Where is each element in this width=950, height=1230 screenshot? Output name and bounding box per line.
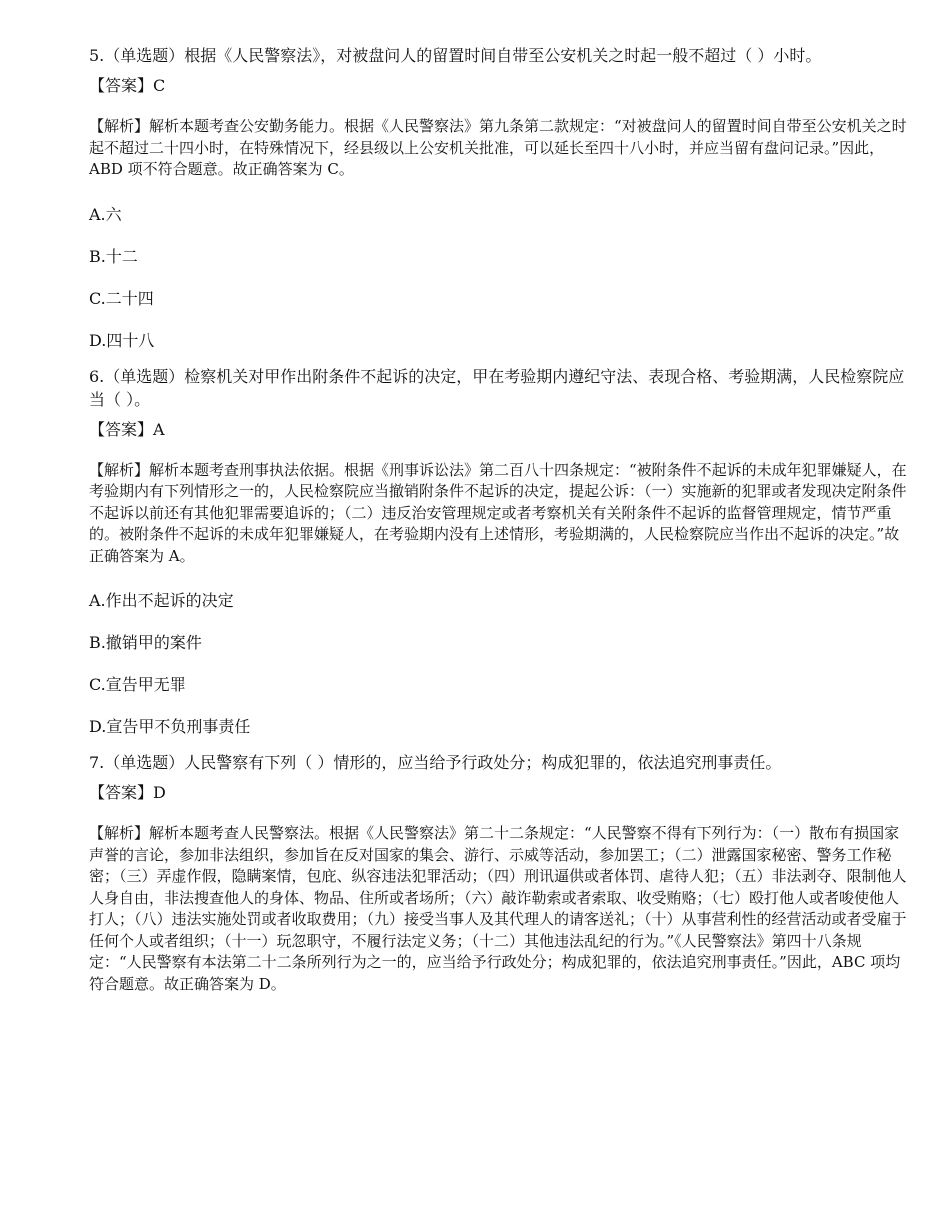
option-b: B.撤销甲的案件 <box>89 633 202 652</box>
answer-line: 【答案】C <box>89 76 166 95</box>
question-stem: 7.（单选题）人民警察有下列（ ）情形的，应当给予行政处分；构成犯罪的，依法追究刑事责任。 <box>89 753 782 772</box>
option-d: D.四十八 <box>89 330 155 350</box>
option-list <box>89 203 910 352</box>
question-5 <box>89 44 910 352</box>
question-6 <box>89 365 910 739</box>
analysis-paragraph: 【解析】解析本题考查公安勤务能力。根据《人民警察法》第九条第二款规定：“对被盘问人的留置时间自带至公安机关之时起不超过二十四小时，在特殊情况下，经县级以上公安机关批准，可以延长至四十八小时，并应当留有盘问记录。”因此，ABD 项不符合题意。故正确答案为 C。 <box>89 117 907 178</box>
question-stem: 5.（单选题）根据《人民警察法》，对被盘问人的留置时间自带至公安机关之时起一般不超过（ ）小时。 <box>89 46 822 65</box>
question-7 <box>89 751 910 995</box>
question-stem: 6.（单选题）检察机关对甲作出附条件不起诉的决定，甲在考验期内遵纪守法、表现合格、考验期满，人民检察院应当（ ）。 <box>89 366 905 409</box>
option-list <box>89 589 910 738</box>
option-a: A.六 <box>89 204 122 224</box>
answer-line: 【答案】D <box>89 783 166 802</box>
option-d: D.宣告甲不负刑事责任 <box>89 717 251 736</box>
analysis-paragraph: 【解析】解析本题考查刑事执法依据。根据《刑事诉讼法》第二百八十四条规定：“被附条件不起诉的未成年犯罪嫌疑人，在考验期内有下列情形之一的，人民检察院应当撤销附条件不起诉的决定，提起公诉：（一）实施新的犯罪或者发现决定附条件不起诉以前还有其他犯罪需要追诉的；（二）违反治安管理规定或者考察机关有关附条件不起诉的监督管理规定，情节严重的。被附条件不起诉的未成年犯罪嫌疑人，在考验期内没有上述情形，考验期满的，人民检察院应当作出不起诉的决定。”故正确答案为 A。 <box>89 460 907 565</box>
option-b: B.十二 <box>89 246 138 266</box>
option-a: A.作出不起诉的决定 <box>89 591 234 610</box>
option-c: C.宣告甲无罪 <box>89 675 186 694</box>
option-c: C.二十四 <box>89 288 154 308</box>
answer-line: 【答案】A <box>89 419 165 439</box>
analysis-paragraph: 【解析】解析本题考查人民警察法。根据《人民警察法》第二十二条规定：“人民警察不得有下列行为：（一）散布有损国家声誉的言论，参加非法组织，参加旨在反对国家的集会、游行、示威等活动，参加罢工；（二）泄露国家秘密、警务工作秘密；（三）弄虚作假，隐瞒案情，包庇、纵容违法犯罪活动；（四）刑讯逼供或者体罚、虐待人犯；（五）非法剥夺、限制他人人身自由，非法搜查他人的身体、物品、住所或者场所；（六）敲诈勒索或者索取、收受贿赂；（七）殴打他人或者唆使他人打人；（八）违法实施处罚或者收取费用；（九）接受当事人及其代理人的请客送礼；（十）从事营利性的经营活动或者受雇于任何个人或者组织；（十一）玩忽职守，不履行法定义务；（十二）其他违法乱纪的行为。”《人民警察法》第四十八条规定：“人民警察有本法第二十二条所列行为之一的，应当给予行政处分；构成犯罪的，依法追究刑事责任。”因此，ABC 项均符合题意。故正确答案为 D。 <box>89 824 907 993</box>
